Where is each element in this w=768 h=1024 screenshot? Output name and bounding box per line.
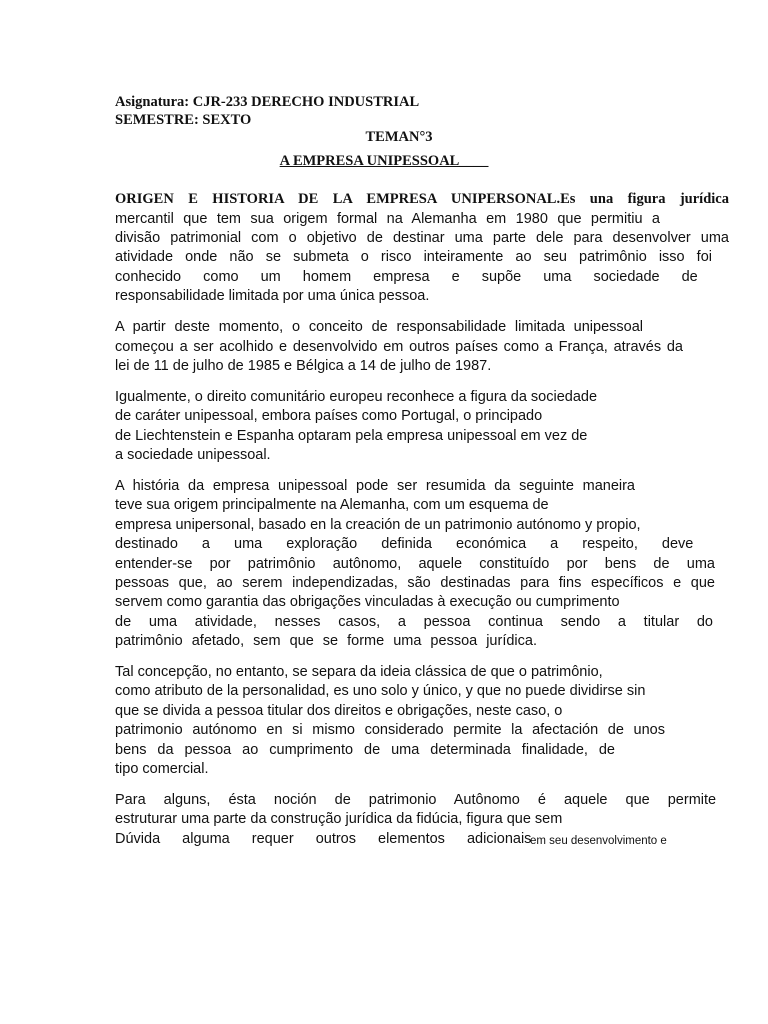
topic-number: TEMAN°3	[365, 129, 433, 145]
paragraph-line: patrimônio afetado, sem que se forme uma pessoa jurídica.	[115, 633, 537, 649]
paragraph-line: bens da pessoa ao cumprimento de uma determinada finalidade, de	[115, 742, 615, 758]
paragraph-line: estruturar uma parte da construção jurídica da fidúcia, figura que sem	[115, 811, 563, 827]
paragraph-line: empresa unipersonal, basado en la creación de un patrimonio autónomo y propio,	[115, 517, 641, 533]
paragraph-line: Para alguns, ésta noción de patrimonio Autônomo é aquele que permite	[115, 792, 717, 808]
paragraph-line: servem como garantia das obrigações vinculadas à execução ou cumprimento	[115, 594, 620, 610]
paragraph-line: a sociedade unipessoal.	[115, 447, 271, 463]
paragraph-line: pessoas que, ao serem independizadas, são destinadas para fins específicos e que	[115, 575, 715, 591]
paragraph-line: patrimonio autónomo en si mismo considerado permite la afectación de unos	[115, 722, 665, 738]
paragraph-line: Igualmente, o direito comunitário europeu reconhece a figura da sociedade	[115, 389, 598, 405]
paragraph-line: que se divida a pessoa titular dos direitos e obrigações, neste caso, o	[115, 703, 563, 719]
paragraph-line: atividade onde não se submeta o risco inteiramente ao seu patrimônio isso foi	[115, 249, 712, 265]
paragraph-line: conhecido como um homem empresa e supõe uma sociedade de	[115, 269, 698, 285]
paragraph-line-tail: em seu desenvolvimento e	[530, 835, 667, 847]
subject-line: Asignatura: CJR-233 DERECHO INDUSTRIAL	[115, 94, 420, 110]
paragraph-line: destinado a uma exploração definida económica a respeito, deve	[115, 536, 694, 552]
paragraph-line: teve sua origem principalmente na Alemanha, com um esquema de	[115, 497, 549, 513]
paragraph-line: de uma atividade, nesses casos, a pessoa continua sendo a titular do	[115, 614, 713, 630]
document-title: A EMPRESA UNIPESSOAL____	[279, 153, 489, 169]
paragraph-line: como atributo de la personalidad, es uno solo y único, y que no puede dividirse sin	[115, 683, 646, 699]
paragraph-line: lei de 11 de julho de 1985 e Bélgica a 14 de julho de 1987.	[115, 358, 492, 374]
section-heading: ORIGEN E HISTORIA DE LA EMPRESA UNIPERSONAL.Es una figura jurídica	[115, 191, 729, 207]
paragraph-line: A história da empresa unipessoal pode ser resumida da seguinte maneira	[115, 478, 635, 494]
paragraph-line: Tal concepção, no entanto, se separa da ideia clássica de que o patrimônio,	[115, 664, 603, 680]
paragraph-line: começou a ser acolhido e desenvolvido em outros países como a França, através da	[115, 339, 683, 355]
paragraph-line: de caráter unipessoal, embora países como Portugal, o principado	[115, 408, 543, 424]
paragraph-line: de Liechtenstein e Espanha optaram pela empresa unipessoal em vez de	[115, 428, 588, 444]
paragraph-line: A partir deste momento, o conceito de responsabilidade limitada unipessoal	[115, 319, 643, 335]
paragraph-line: tipo comercial.	[115, 761, 209, 777]
paragraph-line: mercantil que tem sua origem formal na Alemanha em 1980 que permitiu a	[115, 211, 660, 227]
paragraph-line: divisão patrimonial com o objetivo de destinar uma parte dele para desenvolver uma	[115, 230, 729, 246]
semester-line: SEMESTRE: SEXTO	[115, 112, 252, 128]
paragraph-line: entender-se por patrimônio autônomo, aquele constituído por bens de uma	[115, 556, 715, 572]
paragraph-line: responsabilidade limitada por uma única pessoa.	[115, 288, 430, 304]
paragraph-line: Dúvida alguma requer outros elementos adicionais	[115, 831, 532, 847]
